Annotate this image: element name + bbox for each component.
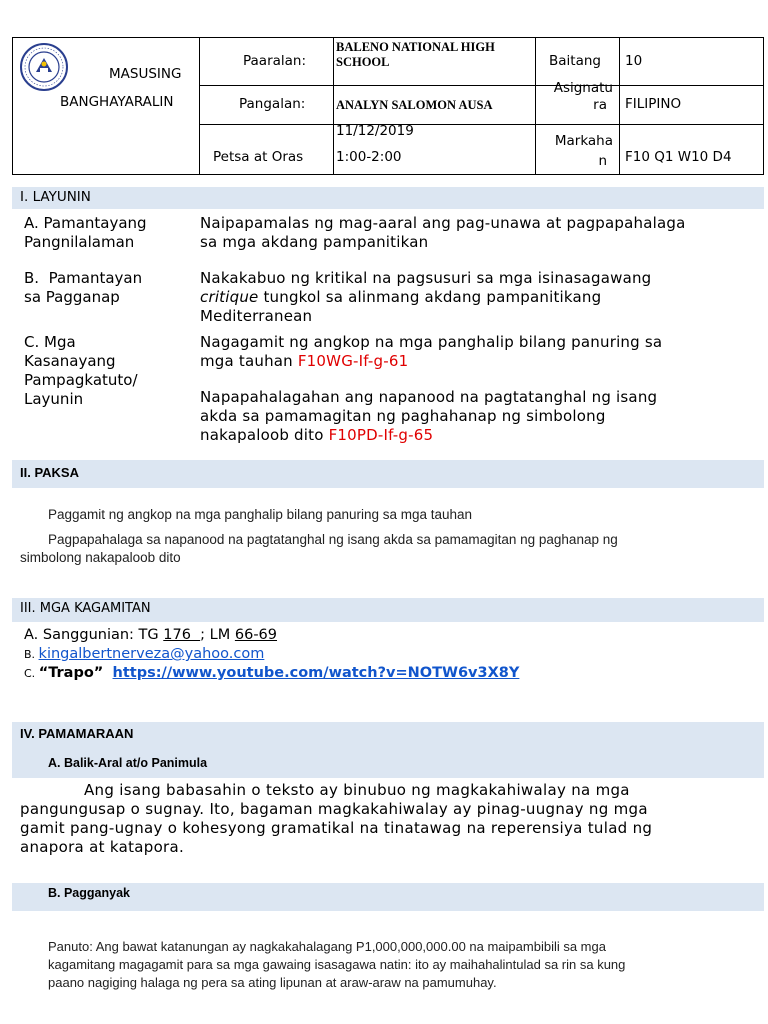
markahan-value: F10 Q1 W10 D4 bbox=[625, 149, 732, 165]
asignatura-value: FILIPINO bbox=[625, 96, 682, 112]
layunin-a-label: A. Pamantayang Pangnilalaman bbox=[24, 214, 147, 251]
paksa-line-1: Paggamit ng angkop na mga panghalip bilang panuring sa mga tauhan bbox=[48, 507, 473, 522]
kagamitan-header-bar bbox=[12, 598, 764, 622]
petsa-time: 1:00-2:00 bbox=[336, 149, 402, 165]
asignatura-label: Asignatu ra bbox=[553, 80, 613, 113]
email-line: B. kingalbertnerveza@yahoo.com bbox=[24, 646, 265, 662]
layunin-b-label: B. Pamantayan sa Pagganap bbox=[24, 269, 143, 306]
competency-code-1: F10WG-If-g-61 bbox=[297, 352, 409, 370]
deped-seal-logo bbox=[19, 42, 69, 92]
youtube-link[interactable]: https://www.youtube.com/watch?v=NOTW6v3X8Y bbox=[112, 665, 520, 681]
pagganyak-header-bar bbox=[12, 883, 764, 911]
petsa-date: 11/12/2019 bbox=[336, 123, 414, 139]
balik-aral-paragraph: Ang isang babasahin o teksto ay binubuo ng magkakahiwalay na mga pangungusap o sugnay. Ito, bagaman magkakahiwalay ay pinag-uugnay ng mga gamit pang-ugnay o kohesyong gramatikal na tinatawag na reperensiya tulad ng anapora at katapora. bbox=[20, 781, 653, 856]
layunin-b-text: Nakakabuo ng kritikal na pagsusuri sa mga isinasagawang critique tungkol sa alinmang akdang pampanitikang Mediterranean bbox=[200, 269, 652, 325]
header-table bbox=[12, 37, 764, 175]
markahan-label: Markaha n bbox=[554, 133, 613, 169]
doc-title-line2: BANGHAYARALIN bbox=[60, 94, 174, 110]
baitang-label: Baitang bbox=[549, 53, 601, 69]
layunin-a-text: Naipapamalas ng mag-aaral ang pag-unawa at pagpapahalaga sa mga akdang pampanitikan bbox=[200, 214, 686, 251]
layunin-c2-text: Napapahalagahan ang napanood na pagtatanghal ng isang akda sa pamamagitan ng paghahanap ng simbolong nakapaloob dito F10PD-If-g-65 bbox=[200, 388, 658, 444]
balik-aral-title: A. Balik-Aral at/o Panimula bbox=[48, 756, 208, 770]
paksa-line-2: Pagpapahalaga sa napanood na pagtatanghal ng isang akda sa pamamagitan ng paghanap ng simbolong nakapaloob dito bbox=[20, 532, 618, 565]
pamamaraan-header-bar bbox=[12, 722, 764, 778]
petsa-label: Petsa at Oras bbox=[213, 149, 304, 165]
sanggunian-line: A. Sanggunian: TG 176 ; LM 66-69 bbox=[24, 627, 278, 643]
pamamaraan-title: IV. PAMAMARAAN bbox=[20, 726, 134, 741]
paksa-header-bar bbox=[12, 460, 764, 488]
competency-code-2: F10PD-If-g-65 bbox=[328, 426, 434, 444]
baitang-value: 10 bbox=[625, 53, 643, 69]
video-line: C. “Trapo” https://www.youtube.com/watch?v=NOTW6v3X8Y bbox=[24, 665, 520, 681]
layunin-c-label: C. Mga Kasanayang Pampagkatuto/ Layunin bbox=[24, 333, 138, 408]
pangalan-value: ANALYN SALOMON AUSA bbox=[336, 98, 493, 112]
layunin-title: I. LAYUNIN bbox=[20, 189, 91, 205]
paksa-title: II. PAKSA bbox=[20, 465, 79, 480]
pagganyak-title: B. Pagganyak bbox=[48, 886, 130, 900]
pangalan-label: Pangalan: bbox=[239, 96, 306, 112]
paaralan-value: BALENO NATIONAL HIGH SCHOOL bbox=[336, 40, 495, 69]
pagganyak-paragraph: Panuto: Ang bawat katanungan ay nagkakahalagang P1,000,000,000.00 na maipambibili sa mga kagamitang magagamit para sa mga gawaing isasagawa natin: ito ay maihahalintulad sa rin sa kung paano nagiging halaga ng pera sa ating lipunan at araw-araw na pamumuhay. bbox=[48, 939, 626, 990]
kagamitan-title: III. MGA KAGAMITAN bbox=[20, 601, 151, 616]
layunin-c1-text: Nagagamit ng angkop na mga panghalip bilang panuring sa mga tauhan F10WG-If-g-61 bbox=[200, 333, 663, 370]
doc-title-line1: MASUSING bbox=[109, 66, 182, 82]
email-link[interactable]: kingalbertnerveza@yahoo.com bbox=[38, 646, 265, 662]
layunin-header-bar bbox=[12, 187, 764, 209]
paaralan-label: Paaralan: bbox=[243, 53, 307, 69]
